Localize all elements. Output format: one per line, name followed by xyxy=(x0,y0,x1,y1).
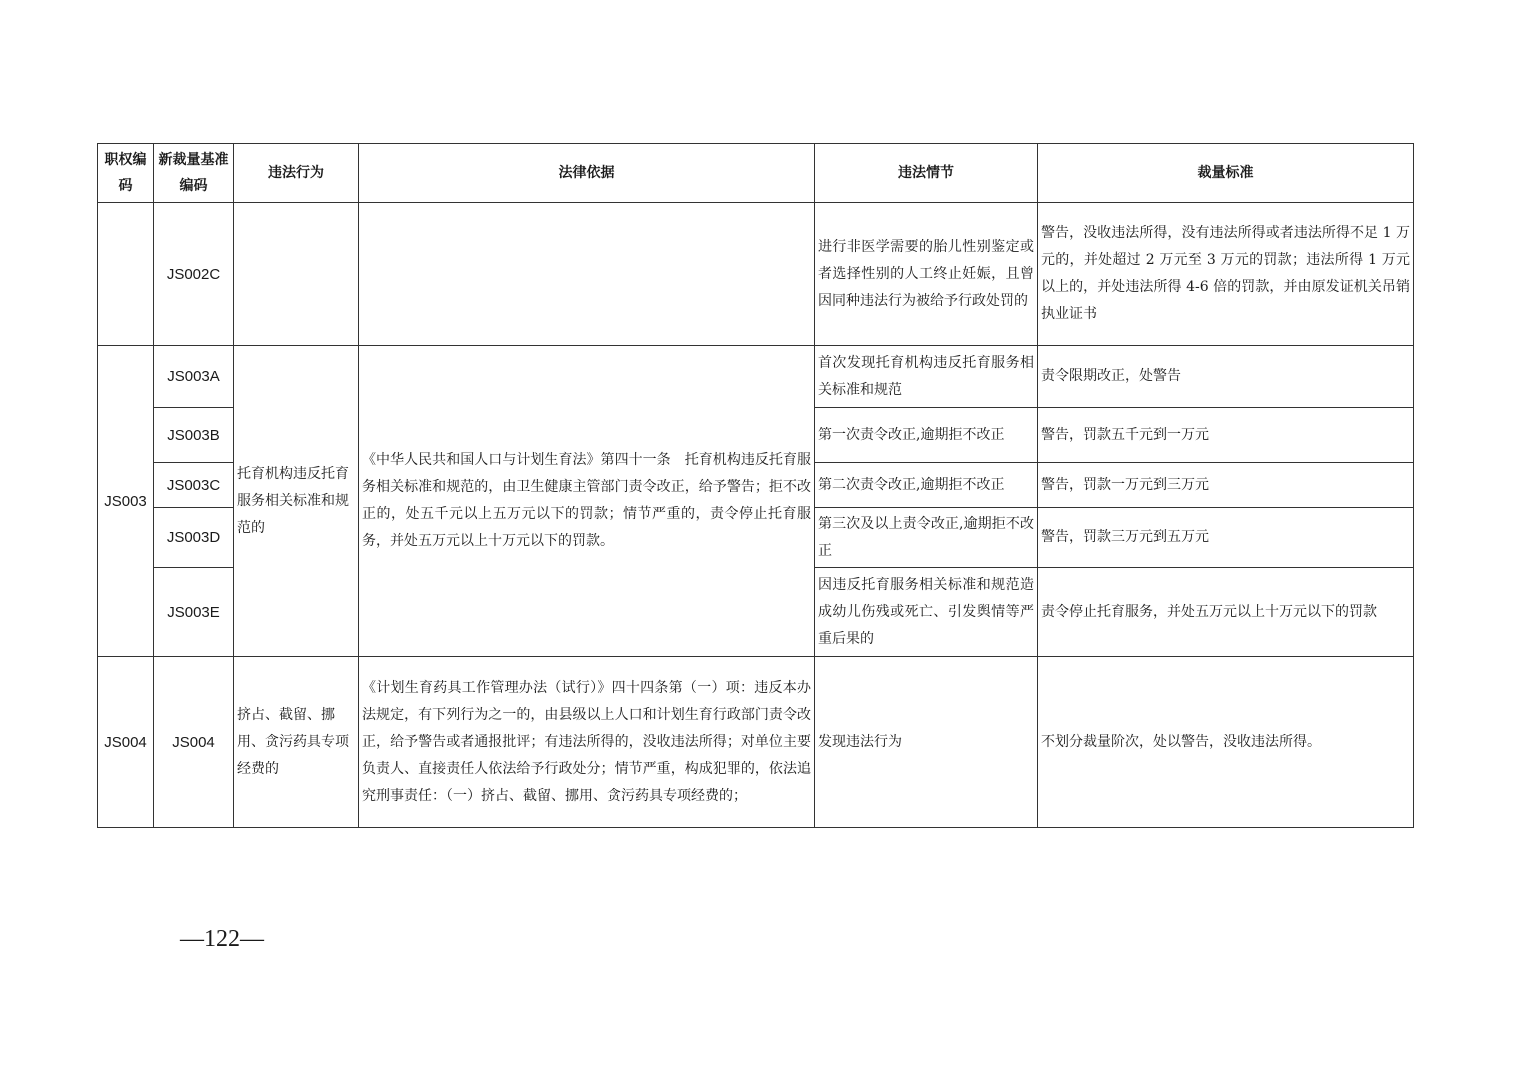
legal-basis-cell xyxy=(359,203,815,346)
standard-code-cell: JS003B xyxy=(154,408,234,463)
standard-code-cell: JS002C xyxy=(154,203,234,346)
standard-code-cell: JS004 xyxy=(154,657,234,828)
circumstance-cell: 第二次责令改正,逾期拒不改正 xyxy=(815,463,1038,508)
standard-cell: 警告，没收违法所得，没有违法所得或者违法所得不足 1 万元的，并处超过 2 万元至 3 万元的罚款；违法所得 1 万元以上的，并处违法所得 4-6 倍的罚款，并由原发证机关吊销执业证书 xyxy=(1038,203,1414,346)
authority-code-cell: JS004 xyxy=(98,657,154,828)
legal-basis-cell: 《计划生育药具工作管理办法（试行）》四十四条第（一）项：违反本办法规定，有下列行为之一的，由县级以上人口和计划生育行政部门责令改正，给予警告或者通报批评；有违法所得的，没收违法所得；对单位主要负责人、直接责任人依法给予行政处分；情节严重，构成犯罪的，依法追究刑事责任：（一）挤占、截留、挪用、贪污药具专项经费的； xyxy=(359,657,815,828)
violation-cell xyxy=(234,203,359,346)
violation-cell: 托育机构违反托育服务相关标准和规范的 xyxy=(234,346,359,657)
circumstance-cell: 发现违法行为 xyxy=(815,657,1038,828)
table-row-js004 xyxy=(98,657,1414,828)
legal-basis-cell: 《中华人民共和国人口与计划生育法》第四十一条 托育机构违反托育服务相关标准和规范的，由卫生健康主管部门责令改正，给予警告；拒不改正的，处五千元以上五万元以下的罚款；情节严重的，责令停止托育服务，并处五万元以上十万元以下的罚款。 xyxy=(359,346,815,657)
header-row xyxy=(98,144,1414,203)
standard-code-cell: JS003D xyxy=(154,508,234,568)
standard-cell: 责令停止托育服务，并处五万元以上十万元以下的罚款 xyxy=(1038,568,1414,657)
violation-cell: 挤占、截留、挪用、贪污药具专项经费的 xyxy=(234,657,359,828)
standard-code-cell: JS003C xyxy=(154,463,234,508)
circumstance-cell: 首次发现托育机构违反托育服务相关标准和规范 xyxy=(815,346,1038,408)
discretion-standard-table xyxy=(97,143,1414,828)
circumstance-cell: 第三次及以上责令改正,逾期拒不改正 xyxy=(815,508,1038,568)
standard-cell: 警告，罚款三万元到五万元 xyxy=(1038,508,1414,568)
header-violation: 违法行为 xyxy=(234,144,359,203)
page-number: —122— xyxy=(180,926,264,952)
standard-cell: 责令限期改正，处警告 xyxy=(1038,346,1414,408)
standard-cell: 警告，罚款五千元到一万元 xyxy=(1038,408,1414,463)
circumstance-cell: 进行非医学需要的胎儿性别鉴定或者选择性别的人工终止妊娠，且曾因同种违法行为被给予行政处罚的 xyxy=(815,203,1038,346)
header-standard-code: 新裁量基准编码 xyxy=(154,144,234,203)
standard-cell: 不划分裁量阶次，处以警告，没收违法所得。 xyxy=(1038,657,1414,828)
header-circumstance: 违法情节 xyxy=(815,144,1038,203)
header-legal-basis: 法律依据 xyxy=(359,144,815,203)
circumstance-cell: 第一次责令改正,逾期拒不改正 xyxy=(815,408,1038,463)
header-authority-code: 职权编码 xyxy=(98,144,154,203)
standard-code-cell: JS003A xyxy=(154,346,234,408)
standard-code-cell: JS003E xyxy=(154,568,234,657)
header-standard: 裁量标准 xyxy=(1038,144,1414,203)
standard-cell: 警告，罚款一万元到三万元 xyxy=(1038,463,1414,508)
table-row-js003a xyxy=(98,346,1414,408)
authority-code-cell: JS003 xyxy=(98,346,154,657)
table-row-js002c xyxy=(98,203,1414,346)
circumstance-cell: 因违反托育服务相关标准和规范造成幼儿伤残或死亡、引发舆情等严重后果的 xyxy=(815,568,1038,657)
authority-code-cell xyxy=(98,203,154,346)
